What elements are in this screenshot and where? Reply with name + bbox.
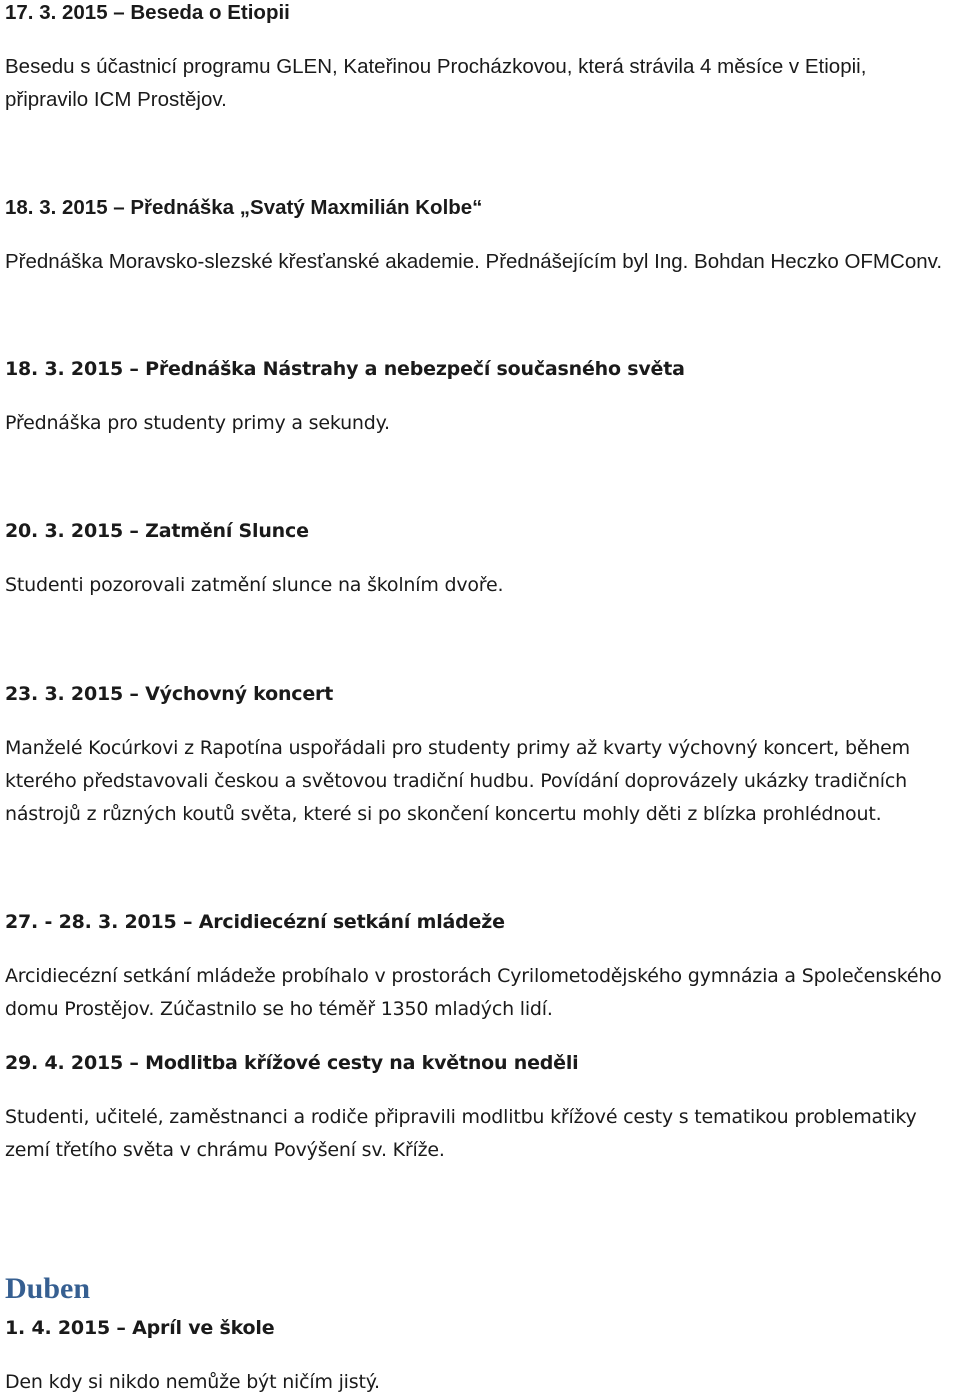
- event-heading: 29. 4. 2015 – Modlitba křížové cesty na květnou neděli: [5, 1052, 579, 1074]
- event-body-line: Manželé Kocúrkovi z Rapotína uspořádali pro studenty primy až kvarty výchovný koncert, během: [5, 737, 910, 759]
- month-heading: Duben: [5, 1272, 91, 1305]
- event-body-line: Studenti, učitelé, zaměstnanci a rodiče připravili modlitbu křížové cesty s tematikou problematiky: [5, 1106, 917, 1128]
- event-body-line: Studenti pozorovali zatmění slunce na školním dvoře.: [5, 574, 504, 596]
- event-body-line: Arcidiecézní setkání mládeže probíhalo v prostorách Cyrilometodějského gymnázia a Společenského: [5, 965, 942, 987]
- event-body-line: připravilo ICM Prostějov.: [5, 88, 227, 111]
- event-body-line: Přednáška Moravsko-slezské křesťanské akademie. Přednášejícím byl Ing. Bohdan Heczko OFMConv.: [5, 250, 943, 273]
- event-body-line: kterého představovali českou a světovou tradiční hudbu. Povídání doprovázely ukázky tradičních: [5, 770, 907, 792]
- event-body-line: nástrojů z různých koutů světa, které si po skončení koncertu mohly děti z blízka prohlédnout.: [5, 803, 882, 825]
- event-body-line: zemí třetího světa v chrámu Povýšení sv. Kříže.: [5, 1139, 445, 1161]
- event-body-line: domu Prostějov. Zúčastnilo se ho téměř 1350 mladých lidí.: [5, 998, 553, 1020]
- event-body-line: Přednáška pro studenty primy a sekundy.: [5, 412, 390, 434]
- event-body-line: Besedu s účastnicí programu GLEN, Kateřinou Procházkovou, která strávila 4 měsíce v Etiopii,: [5, 55, 867, 78]
- event-heading: 20. 3. 2015 – Zatmění Slunce: [5, 520, 309, 542]
- event-heading: 18. 3. 2015 – Přednáška „Svatý Maxmilián Kolbe“: [5, 196, 483, 219]
- event-body-line: Den kdy si nikdo nemůže být ničím jistý.: [5, 1371, 380, 1393]
- event-heading: 27. - 28. 3. 2015 – Arcidiecézní setkání mládeže: [5, 911, 505, 933]
- event-heading: 1. 4. 2015 – Apríl ve škole: [5, 1317, 275, 1339]
- event-heading: 18. 3. 2015 – Přednáška Nástrahy a nebezpečí současného světa: [5, 358, 685, 380]
- event-heading: 23. 3. 2015 – Výchovný koncert: [5, 683, 334, 705]
- event-heading: 17. 3. 2015 – Beseda o Etiopii: [5, 1, 290, 24]
